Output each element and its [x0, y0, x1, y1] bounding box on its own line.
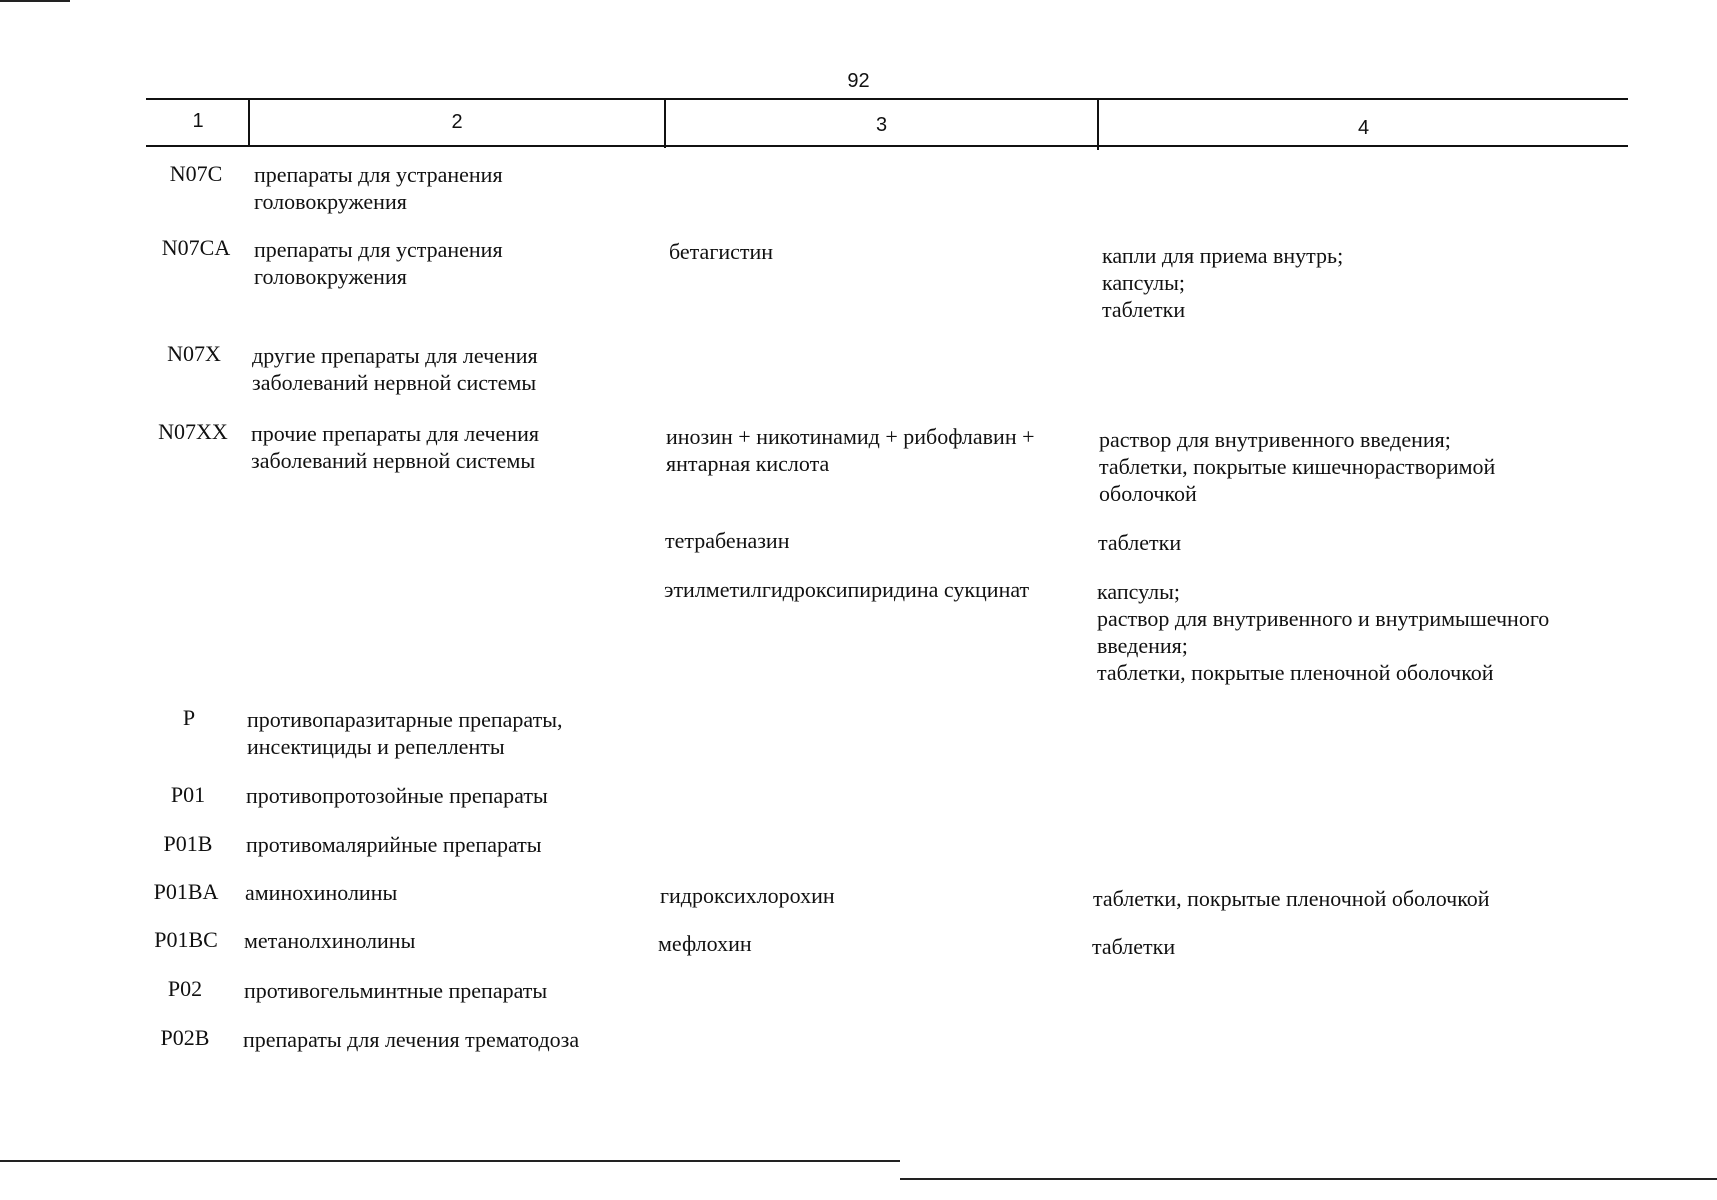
row-code: P02B: [160, 1025, 210, 1050]
group-line: аминохинолины: [245, 880, 398, 905]
group-line: метанолхинолины: [244, 928, 416, 953]
header-col-3: 3: [875, 114, 888, 136]
header-col-1: 1: [192, 110, 204, 132]
header-col-4: 4: [1357, 117, 1370, 139]
row-group: [246, 831, 542, 858]
group-line: противопаразитарные препараты,: [247, 707, 563, 732]
row-group: [252, 342, 538, 396]
form-line: таблетки, покрытые пленочной оболочкой: [1097, 660, 1494, 685]
row-code: N07X: [167, 341, 221, 366]
row-group: [246, 782, 548, 809]
drug-line: инозин + никотинамид + рибофлавин +: [666, 424, 1035, 449]
scan-bottom-edge-right: [900, 1178, 1717, 1180]
form-line: оболочкой: [1099, 481, 1197, 506]
row-group: [247, 706, 563, 760]
row-forms: [1093, 885, 1490, 912]
scan-top-edge: [0, 0, 70, 2]
drug-line: этилметилгидроксипиридина сукцинат: [664, 577, 1030, 602]
drug-line: бетагистин: [669, 239, 774, 264]
form-line: капсулы;: [1097, 579, 1180, 604]
group-line: противопротозойные препараты: [246, 783, 548, 808]
row-code: N07CA: [161, 235, 231, 260]
row-drug: [669, 238, 773, 265]
drug-line: тетрабеназин: [665, 528, 790, 553]
row-code: N07C: [169, 161, 223, 186]
row-group: [244, 977, 547, 1004]
row-drug: [665, 527, 789, 554]
group-line: головокружения: [254, 264, 407, 289]
group-line: противогельминтные препараты: [244, 978, 548, 1003]
row-code: P01BA: [153, 879, 219, 904]
group-line: другие препараты для лечения: [252, 343, 538, 368]
row-drug: [666, 423, 1035, 477]
header-col-2: 2: [451, 111, 463, 133]
drug-line: гидроксихлорохин: [660, 883, 835, 908]
row-code: P01B: [163, 831, 213, 856]
row-group: [245, 879, 397, 906]
group-line: заболеваний нервной системы: [252, 370, 537, 395]
row-code: P: [182, 705, 196, 730]
row-code: P01BC: [154, 927, 218, 952]
group-line: противомалярийные препараты: [246, 832, 542, 857]
form-line: раствор для внутривенного введения;: [1099, 427, 1451, 452]
row-forms: [1099, 426, 1495, 507]
group-line: препараты для лечения трематодоза: [243, 1027, 580, 1052]
form-line: таблетки: [1102, 297, 1186, 322]
group-line: заболеваний нервной системы: [251, 448, 536, 473]
group-line: препараты для устранения: [254, 162, 503, 187]
row-forms: [1098, 529, 1181, 556]
table-top-rule: [146, 98, 1628, 100]
row-group: [243, 1026, 579, 1053]
group-line: головокружения: [254, 189, 407, 214]
row-group: [251, 420, 539, 474]
form-line: таблетки, покрытые пленочной оболочкой: [1093, 886, 1490, 911]
row-group: [244, 927, 415, 954]
form-line: таблетки: [1092, 934, 1176, 959]
row-code: P01: [170, 782, 206, 807]
table-header-bottom-rule: [146, 145, 1628, 147]
row-drug: [660, 882, 835, 909]
row-code: N07XX: [158, 419, 228, 444]
form-line: капсулы;: [1102, 270, 1185, 295]
row-forms: [1097, 578, 1549, 686]
form-line: раствор для внутривенного и внутримышечного: [1097, 606, 1550, 631]
row-drug: [664, 576, 1029, 603]
row-group: [254, 161, 503, 215]
row-forms: [1092, 933, 1175, 960]
row-code: P02: [167, 976, 203, 1001]
page-number: 92: [847, 70, 870, 92]
drug-line: янтарная кислота: [666, 451, 830, 476]
scan-bottom-edge-left: [0, 1160, 900, 1162]
row-group: [254, 236, 503, 290]
form-line: таблетки, покрытые кишечнорастворимой: [1099, 454, 1496, 479]
group-line: препараты для устранения: [254, 237, 503, 262]
drug-line: мефлохин: [658, 931, 752, 956]
form-line: введения;: [1097, 633, 1188, 658]
group-line: инсектициды и репелленты: [247, 734, 505, 759]
form-line: капли для приема внутрь;: [1102, 243, 1344, 268]
row-drug: [658, 930, 752, 957]
group-line: прочие препараты для лечения: [251, 421, 539, 446]
row-forms: [1102, 242, 1343, 323]
form-line: таблетки: [1098, 530, 1182, 555]
